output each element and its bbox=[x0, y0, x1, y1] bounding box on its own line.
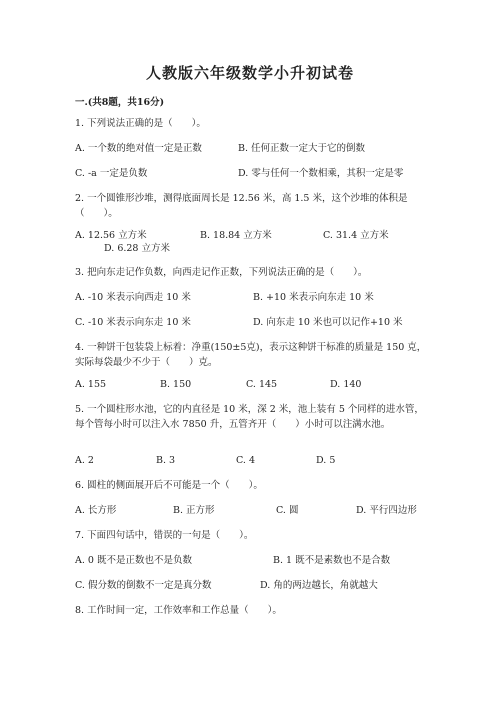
question-1-option-d: D. 零与任何一个数相乘，其积一定是零 bbox=[238, 168, 404, 179]
page-title: 人教版六年级数学小升初试卷 bbox=[145, 64, 354, 82]
question-4-option-d: D. 140 bbox=[330, 379, 362, 390]
question-8-stem: 8. 工作时间一定，工作效率和工作总量（ ）。 bbox=[75, 605, 282, 616]
question-3-option-c: C. -10 米表示向东走 10 米 bbox=[75, 317, 191, 328]
question-5-stem: 5. 一个圆柱形水池，它的内直径是 10 米，深 2 米，池上装有 5 个同样的进水管，每个管每小时可以注入水 7850 升，五管齐开（ ）小时可以注满水池。 bbox=[75, 404, 424, 430]
question-7-option-b: B. 1 既不是素数也不是合数 bbox=[273, 555, 391, 566]
question-2-option-a: A. 12.56 立方米 bbox=[75, 230, 147, 241]
question-4-stem: 4. 一种饼干包装袋上标着：净重(150±5克)，表示这种饼干标准的质量是 150 克，实际每袋最少不少于（ ）克。 bbox=[75, 342, 427, 368]
question-2-option-b: B. 18.84 立方米 bbox=[200, 230, 272, 241]
question-1-option-b: B. 任何正数一定大于它的倒数 bbox=[238, 143, 366, 154]
question-2-option-d: D. 6.28 立方米 bbox=[104, 243, 170, 254]
question-1-option-a: A. 一个数的绝对值一定是正数 bbox=[75, 143, 202, 154]
question-5-option-d: D. 5 bbox=[316, 455, 336, 466]
question-4-option-b: B. 150 bbox=[160, 379, 192, 390]
question-2-stem: 2. 一个圆锥形沙堆，测得底面周长是 12.56 米，高 1.5 米，这个沙堆的体积是（ ）。 bbox=[75, 193, 408, 219]
question-4-option-c: C. 145 bbox=[246, 379, 278, 390]
question-1-stem: 1. 下列说法正确的是（ ）。 bbox=[75, 118, 206, 129]
question-1-option-c: C. -a 一定是负数 bbox=[75, 168, 148, 179]
question-7-option-d: D. 角的两边越长，角就越大 bbox=[260, 580, 378, 591]
question-2-option-c: C. 31.4 立方米 bbox=[323, 230, 389, 241]
question-3-stem: 3. 把向东走记作负数，向西走记作正数，下列说法正确的是（ ）。 bbox=[75, 267, 368, 278]
section-heading: 一.(共8题，共16分) bbox=[75, 97, 165, 108]
question-7-option-c: C. 假分数的倒数不一定是真分数 bbox=[75, 580, 212, 591]
question-7-stem: 7. 下面四句话中，错误的一句是（ ）。 bbox=[75, 530, 254, 541]
question-6-stem: 6. 圆柱的侧面展开后不可能是一个（ ）。 bbox=[75, 480, 263, 491]
question-6-option-d: D. 平行四边形 bbox=[356, 505, 417, 516]
question-4-option-a: A. 155 bbox=[75, 379, 107, 390]
question-6-option-b: B. 正方形 bbox=[173, 505, 215, 516]
question-3-option-d: D. 向东走 10 米也可以记作+10 米 bbox=[253, 317, 403, 328]
question-5-option-a: A. 2 bbox=[75, 455, 94, 466]
question-6-option-a: A. 长方形 bbox=[75, 505, 117, 516]
question-6-option-c: C. 圆 bbox=[276, 505, 299, 516]
question-5-option-b: B. 3 bbox=[156, 455, 176, 466]
question-5-option-c: C. 4 bbox=[236, 455, 256, 466]
question-3-option-a: A. -10 米表示向西走 10 米 bbox=[75, 292, 191, 303]
question-7-option-a: A. 0 既不是正数也不是负数 bbox=[75, 555, 192, 566]
question-3-option-b: B. +10 米表示向东走 10 米 bbox=[253, 292, 374, 303]
